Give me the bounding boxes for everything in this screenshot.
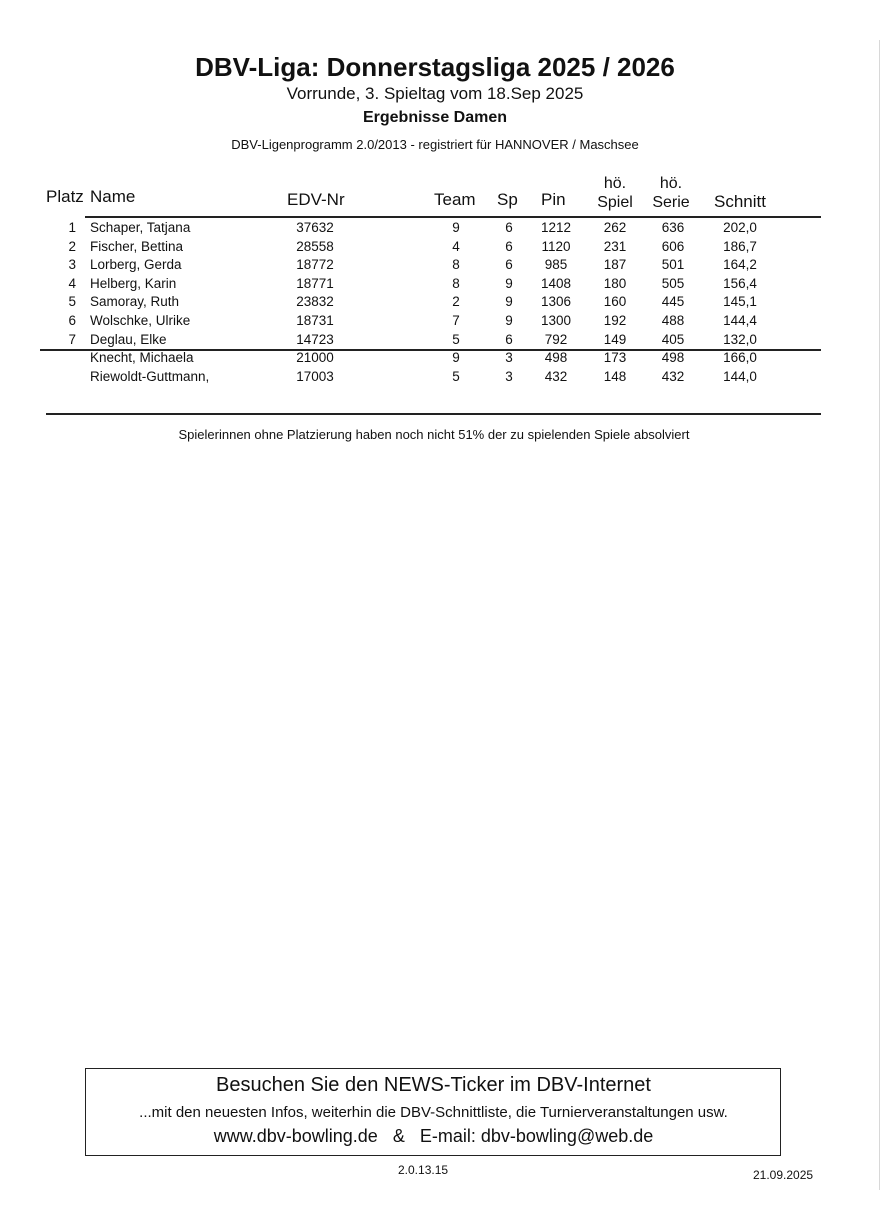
- cell-pin: 1300: [540, 313, 572, 328]
- cell-sp: 6: [505, 257, 513, 273]
- cell-platz: 2: [68, 238, 76, 254]
- cell-team: 4: [452, 238, 460, 254]
- cell-schnitt: 145,1: [723, 294, 757, 310]
- cell-edv: 18731: [296, 313, 334, 328]
- news-title: Besuchen Sie den NEWS-Ticker im DBV-Internet: [216, 1074, 651, 1096]
- cell-sp: 3: [505, 350, 513, 366]
- email-label: E-mail:: [419, 1126, 476, 1146]
- cell-spiel: 180: [603, 275, 627, 291]
- ranked-separator-rule: [40, 349, 821, 351]
- cell-serie: 405: [661, 331, 685, 347]
- website-link[interactable]: www.dbv-bowling.de: [213, 1126, 378, 1146]
- footnote: Spielerinnen ohne Platzierung haben noch nicht 51% der zu spielenden Spiele absolviert: [178, 427, 690, 442]
- cell-platz: 6: [68, 313, 76, 328]
- scan-edge: [879, 40, 880, 1190]
- cell-edv: 14723: [296, 331, 334, 347]
- cell-schnitt: 132,0: [723, 331, 757, 347]
- cell-spiel: 262: [603, 220, 627, 235]
- cell-spiel: 192: [603, 313, 627, 328]
- cell-sp: 9: [505, 294, 513, 310]
- cell-name: Helberg, Karin: [90, 275, 177, 291]
- program-info: DBV-Ligenprogramm 2.0/2013 - registriert für HANNOVER / Maschsee: [231, 137, 639, 152]
- cell-sp: 6: [505, 331, 513, 347]
- cell-edv: 17003: [296, 368, 334, 384]
- cell-name: Wolschke, Ulrike: [90, 313, 191, 328]
- cell-serie: 432: [661, 368, 685, 384]
- cell-name: Samoray, Ruth: [90, 294, 180, 310]
- table-end-rule: [46, 413, 821, 415]
- cell-schnitt: 144,4: [723, 313, 757, 328]
- cell-team: 5: [452, 331, 460, 347]
- cell-team: 9: [452, 350, 460, 366]
- cell-spiel: 149: [603, 331, 627, 347]
- cell-platz: 4: [68, 275, 76, 291]
- footer-date: 21.09.2025: [753, 1168, 814, 1182]
- cell-pin: 432: [544, 368, 568, 384]
- cell-serie: 498: [661, 350, 685, 366]
- cell-name: Fischer, Bettina: [90, 238, 184, 254]
- cell-team: 5: [452, 368, 460, 384]
- cell-pin: 792: [544, 331, 568, 347]
- cell-schnitt: 164,2: [723, 257, 757, 273]
- news-description: ...mit den neuesten Infos, weiterhin die DBV-Schnittliste, die Turnierveranstaltungen usw.: [139, 1104, 728, 1121]
- cell-sp: 9: [505, 313, 513, 328]
- cell-name: Deglau, Elke: [90, 331, 167, 347]
- col-header-hoe-spiel: hö. Spiel: [597, 175, 633, 211]
- cell-pin: 1306: [540, 294, 572, 310]
- page-subtitle: Vorrunde, 3. Spieltag vom 18.Sep 2025: [286, 84, 584, 103]
- section-title: Ergebnisse Damen: [362, 109, 508, 126]
- col-header-edv: EDV-Nr: [287, 190, 345, 209]
- cell-pin: 498: [544, 350, 568, 366]
- cell-serie: 636: [661, 220, 685, 235]
- cell-pin: 1120: [541, 238, 571, 254]
- cell-pin: 1212: [540, 220, 572, 235]
- news-contact: [85, 1126, 782, 1147]
- cell-sp: 6: [505, 220, 513, 235]
- cell-team: 8: [452, 275, 460, 291]
- footer-version: 2.0.13.15: [398, 1163, 449, 1177]
- col-header-team: Team: [434, 190, 476, 209]
- cell-platz: 1: [68, 220, 76, 235]
- cell-schnitt: 202,0: [723, 220, 757, 235]
- cell-team: 7: [452, 313, 460, 328]
- cell-sp: 6: [505, 238, 513, 254]
- cell-platz: 5: [68, 294, 76, 310]
- page-title: DBV-Liga: Donnerstagsliga 2025 / 2026: [195, 52, 675, 82]
- cell-pin: 985: [544, 257, 568, 273]
- contact-separator: &: [392, 1126, 405, 1146]
- col-header-sp: Sp: [497, 190, 518, 209]
- cell-serie: 606: [661, 238, 685, 254]
- cell-team: 2: [452, 294, 460, 310]
- col-header-platz: Platz: [46, 187, 84, 206]
- cell-edv: 37632: [296, 220, 334, 235]
- cell-pin: 1408: [540, 275, 572, 291]
- cell-edv: 23832: [296, 294, 334, 310]
- email-link[interactable]: dbv-bowling@web.de: [480, 1126, 654, 1146]
- cell-edv: 21000: [296, 350, 334, 366]
- cell-name: Riewoldt-Guttmann,: [90, 368, 210, 384]
- cell-serie: 501: [661, 257, 685, 273]
- cell-name: Schaper, Tatjana: [90, 220, 191, 235]
- cell-spiel: 187: [603, 257, 627, 273]
- cell-platz: 7: [68, 331, 76, 347]
- col-header-name: Name: [90, 187, 136, 206]
- col-header-pin: Pin: [541, 190, 566, 209]
- cell-platz: 3: [68, 257, 76, 273]
- cell-team: 8: [452, 257, 460, 273]
- cell-edv: 18771: [296, 275, 334, 291]
- cell-sp: 9: [505, 275, 513, 291]
- cell-schnitt: 144,0: [723, 368, 757, 384]
- cell-serie: 488: [661, 313, 685, 328]
- cell-sp: 3: [505, 368, 513, 384]
- cell-spiel: 231: [603, 238, 627, 254]
- col-header-hoe-serie: hö. Serie: [652, 175, 690, 211]
- col-header-schnitt: Schnitt: [714, 192, 766, 211]
- cell-edv: 28558: [296, 238, 334, 254]
- cell-edv: 18772: [296, 257, 334, 273]
- cell-name: Knecht, Michaela: [90, 350, 194, 366]
- cell-schnitt: 156,4: [723, 275, 757, 291]
- header-rule: [85, 216, 821, 218]
- cell-team: 9: [452, 220, 460, 235]
- cell-name: Lorberg, Gerda: [90, 257, 182, 273]
- cell-schnitt: 166,0: [723, 350, 757, 366]
- cell-schnitt: 186,7: [723, 238, 757, 254]
- cell-serie: 445: [661, 294, 685, 310]
- cell-spiel: 148: [603, 368, 627, 384]
- cell-spiel: 173: [603, 350, 627, 366]
- cell-serie: 505: [661, 275, 685, 291]
- cell-spiel: 160: [603, 294, 627, 310]
